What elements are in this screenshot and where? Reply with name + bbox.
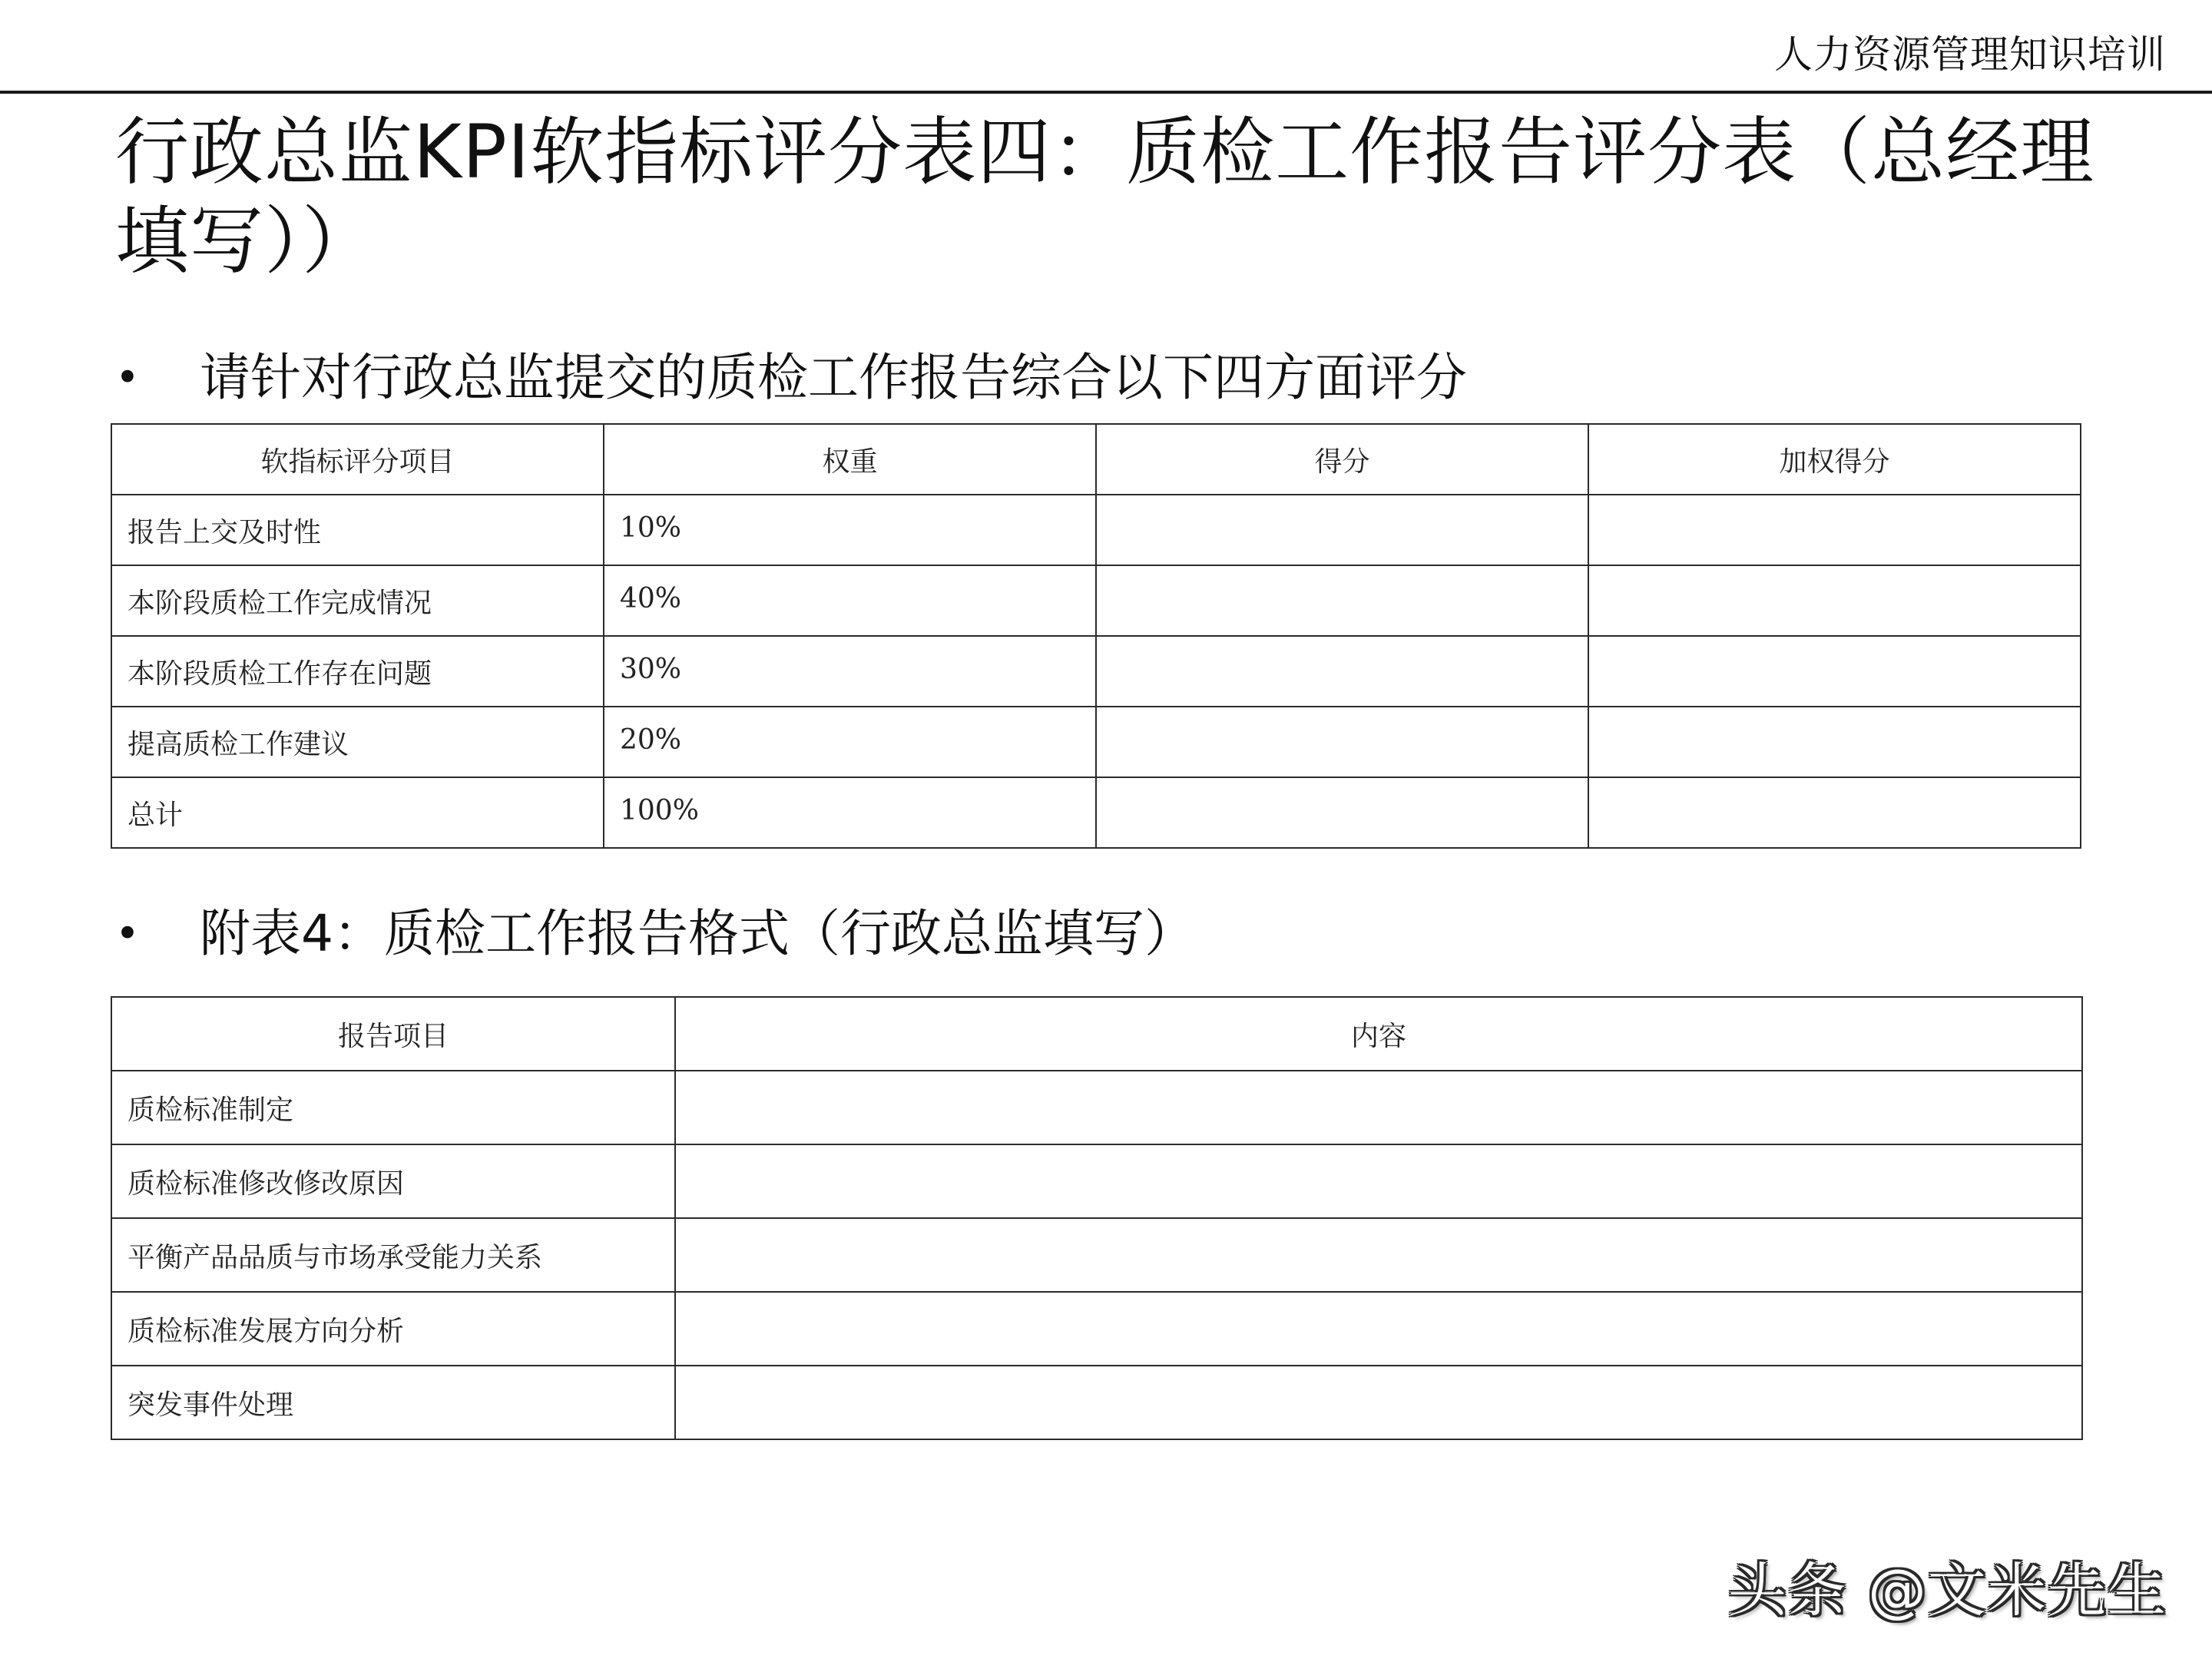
report-item-cell: 质检标准制定: [111, 1071, 675, 1144]
content-cell[interactable]: [675, 1218, 2082, 1292]
table-row: [111, 1218, 2082, 1292]
weight-cell: 40%: [604, 565, 1096, 636]
weighted-score-cell[interactable]: [1588, 707, 2081, 777]
table-header-row: [111, 997, 2082, 1071]
weight-cell: 30%: [604, 636, 1096, 707]
content-cell[interactable]: [675, 1292, 2082, 1366]
score-cell[interactable]: [1096, 565, 1588, 636]
table-row: [111, 1292, 2082, 1366]
table-header-row: [111, 424, 2081, 495]
bullet-icon: •: [115, 909, 140, 958]
section1-bullet-item: [115, 347, 1467, 409]
score-cell[interactable]: [1096, 636, 1588, 707]
header-divider: [0, 91, 2212, 94]
column-header-score: 得分: [1096, 424, 1588, 495]
report-item-cell: 质检标准修改修改原因: [111, 1144, 675, 1218]
report-item-cell: 突发事件处理: [111, 1366, 675, 1439]
column-header-weight: 权重: [604, 424, 1096, 495]
item-cell: 提高质检工作建议: [111, 707, 604, 777]
table-row: [111, 1366, 2082, 1439]
score-cell[interactable]: [1096, 707, 1588, 777]
section2-bullet-item: [115, 903, 1195, 965]
score-cell[interactable]: [1096, 777, 1588, 848]
report-item-cell: 平衡产品品质与市场承受能力关系: [111, 1218, 675, 1292]
kpi-scoring-table: [111, 423, 2081, 849]
content-cell[interactable]: [675, 1366, 2082, 1439]
watermark: 头条 @文米先生: [1727, 1556, 2167, 1624]
section1-instruction: 请针对行政总监提交的质检工作报告综合以下四方面评分: [200, 348, 1467, 407]
weighted-score-cell[interactable]: [1588, 565, 2081, 636]
column-header-report-item: 报告项目: [111, 997, 675, 1071]
page-title: 行政总监KPI软指标评分表四：质检工作报告评分表（总经理填写））: [115, 109, 2095, 284]
score-cell[interactable]: [1096, 495, 1588, 565]
weight-cell: 20%: [604, 707, 1096, 777]
section2-heading: 附表4：质检工作报告格式（行政总监填写）: [200, 904, 1195, 963]
weighted-score-cell[interactable]: [1588, 495, 2081, 565]
weight-cell: 100%: [604, 777, 1096, 848]
table-row-total: [111, 777, 2081, 848]
weighted-score-cell[interactable]: [1588, 777, 2081, 848]
item-cell: 报告上交及时性: [111, 495, 604, 565]
column-header-weighted-score: 加权得分: [1588, 424, 2081, 495]
column-header-content: 内容: [675, 997, 2082, 1071]
content-cell[interactable]: [675, 1071, 2082, 1144]
table-row: [111, 565, 2081, 636]
weighted-score-cell[interactable]: [1588, 636, 2081, 707]
report-format-table: [111, 996, 2083, 1440]
content-cell[interactable]: [675, 1144, 2082, 1218]
item-cell: 本阶段质检工作存在问题: [111, 636, 604, 707]
column-header-item: 软指标评分项目: [111, 424, 604, 495]
header-course-title: 人力资源管理知识培训: [1774, 32, 2166, 77]
table-row: [111, 707, 2081, 777]
bullet-icon: •: [115, 353, 140, 402]
item-cell: 本阶段质检工作完成情况: [111, 565, 604, 636]
item-cell: 总计: [111, 777, 604, 848]
table-row: [111, 1144, 2082, 1218]
table-row: [111, 1071, 2082, 1144]
weight-cell: 10%: [604, 495, 1096, 565]
table-row: [111, 495, 2081, 565]
table-row: [111, 636, 2081, 707]
report-item-cell: 质检标准发展方向分析: [111, 1292, 675, 1366]
